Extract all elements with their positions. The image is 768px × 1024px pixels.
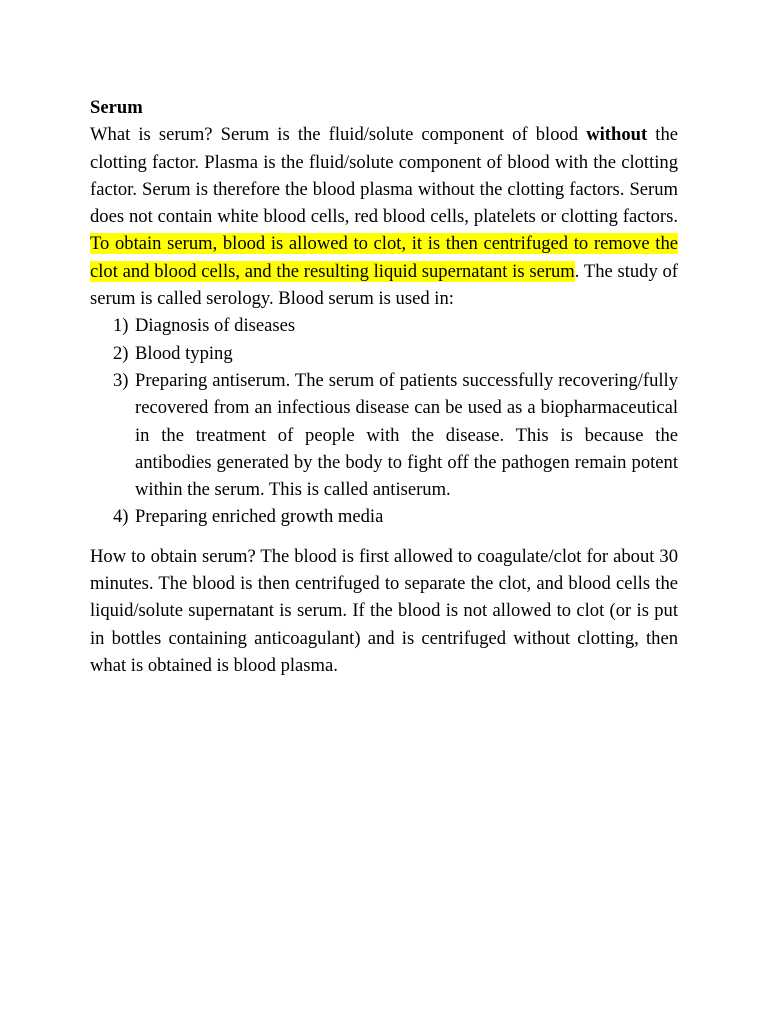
obtain-serum-paragraph: How to obtain serum? The blood is first allowed to coagulate/clot for about 30 minutes. The blood is then centrifuged to separate the clot, and blood cells the liquid/solute supernatant is serum. If the blood is not allowed to clot (or is put in bottles containing anticoagulant) and is centrifuged without clotting, then what is obtained is blood plasma. — [90, 545, 678, 676]
list-item-number: 1) — [113, 315, 129, 337]
intro-tail-text: . The study of serum is called serology. Blood serum is used in: — [90, 260, 679, 310]
highlighted-text: To obtain serum, blood is allowed to clot, it is then centrifuged to remove the clot and blood cells, and the resulting liquid supernatant is serum — [90, 233, 678, 282]
list-item-text: Preparing antiserum. The serum of patients successfully recovering/fully recovered from an infectious disease can be used as a biopharmaceutical in the treatment of people with the disease. This is because the antibodies generated by the body to fight off the pathogen remain potent within the serum. This is called antiserum. — [135, 369, 678, 501]
list-item — [90, 503, 678, 530]
list-item-text: Preparing enriched growth media — [135, 506, 384, 528]
intro-paragraph — [90, 121, 678, 312]
list-item-number: 4) — [113, 506, 129, 528]
list-item-text: Diagnosis of diseases — [135, 315, 296, 337]
intro-bold-word: without — [586, 124, 648, 146]
section-heading: Serum — [90, 97, 143, 118]
list-item — [90, 340, 678, 367]
intro-question-text: What is serum? Serum is the fluid/solute component of blood — [90, 124, 587, 146]
list-item-number: 2) — [113, 342, 129, 364]
list-item — [90, 367, 678, 503]
list-item-number: 3) — [113, 369, 129, 391]
serum-uses-list — [90, 312, 678, 530]
paragraph-spacer — [90, 531, 678, 543]
list-item — [90, 312, 678, 339]
intro-body-text: the clotting factor. Plasma is the fluid/solute component of blood with the clotting factor. Serum is therefore the blood plasma without the clotting factors. Serum does not contain white blood cells, red blood cells, platelets or clotting factors. — [90, 124, 678, 228]
list-item-text: Blood typing — [135, 342, 233, 364]
